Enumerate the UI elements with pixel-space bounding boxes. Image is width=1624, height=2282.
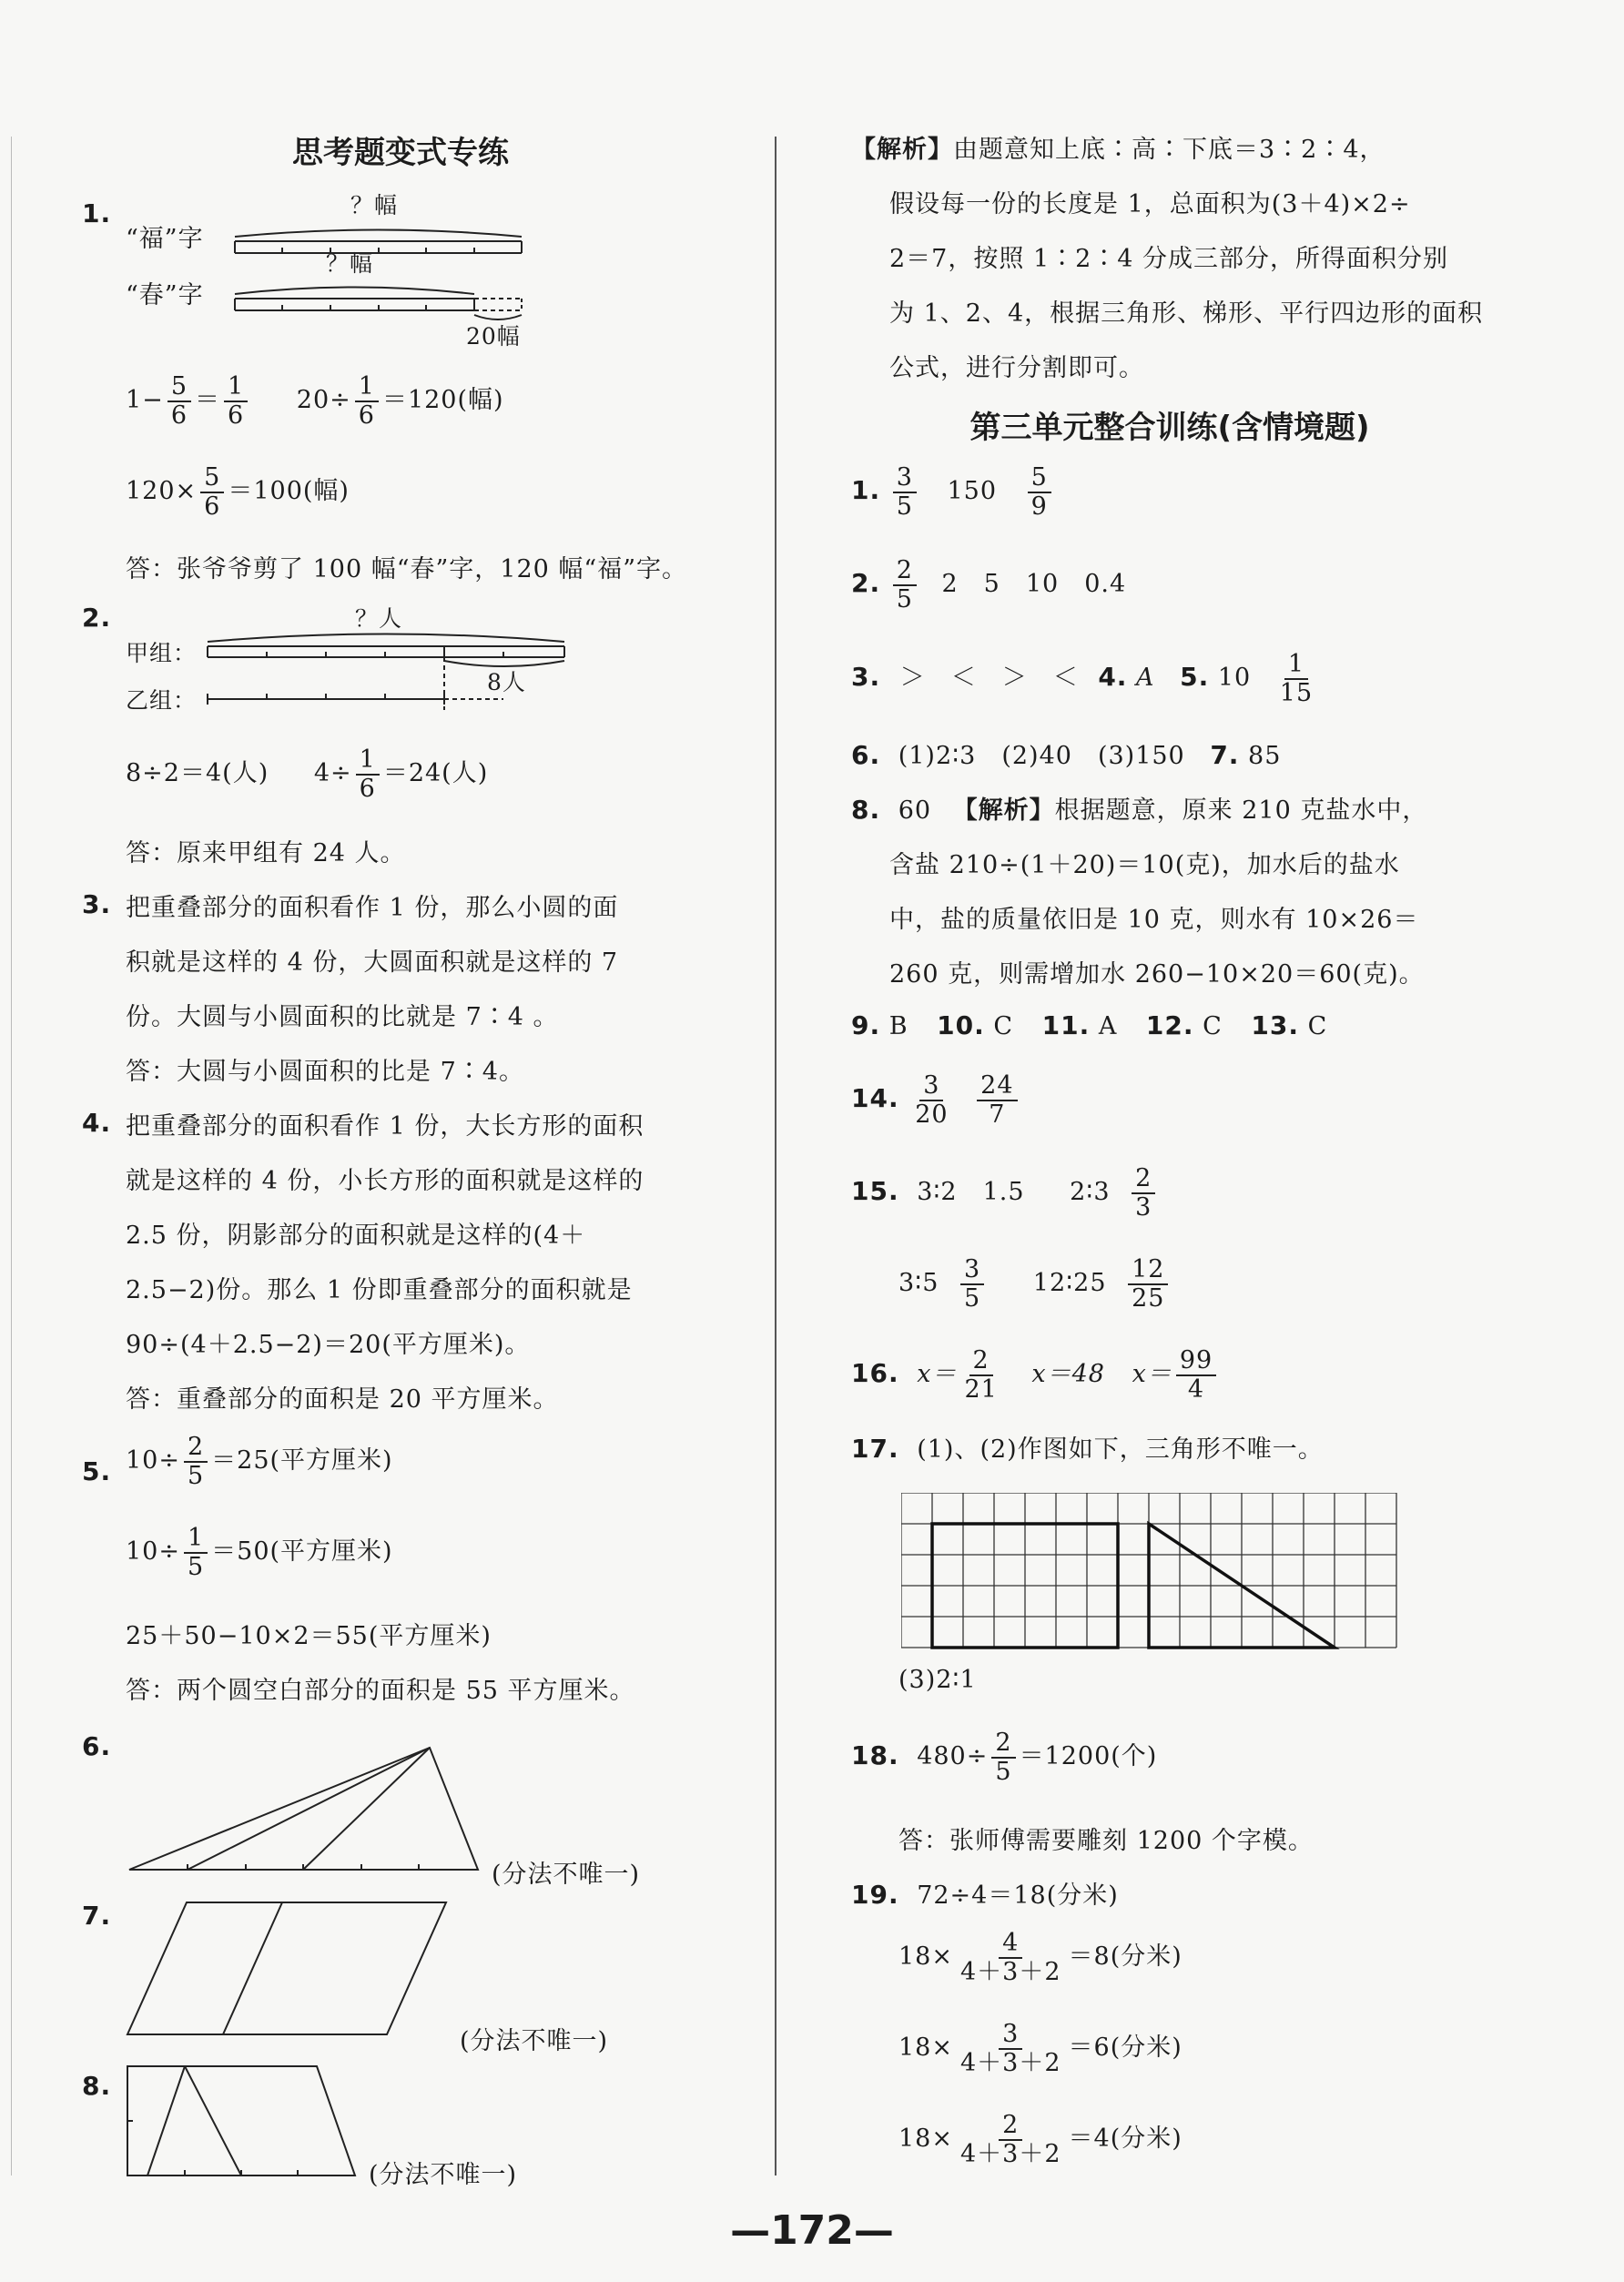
text-line: 假设每一份的长度是 1，总面积为(3＋4)×2÷ — [889, 190, 1411, 218]
equation-line: 18× $\frac{2}{4+3+2}$ ＝4(分米) — [898, 2111, 1182, 2168]
note: (分法不唯一) — [460, 2027, 609, 2055]
answer-row: 14. $\frac{3}{20}$ $\frac{24}{7}$ — [851, 1072, 1021, 1128]
answer-row: 16. x＝ $\frac{2}{21}$ x＝48 x＝ $\frac{99}{4}$ — [851, 1347, 1220, 1403]
answer-line: 答：原来甲组有 24 人。 — [126, 839, 406, 867]
answer-line: 答：重叠部分的面积是 20 平方厘米。 — [126, 1385, 559, 1414]
question-number: 5. — [82, 1456, 112, 1486]
fu-label: “福”字 — [126, 225, 204, 253]
answer-row: 15. 3∶2 1.5 2∶3 $\frac{2}{3}$ — [851, 1165, 1159, 1221]
question-number: 1. — [82, 198, 112, 228]
section-title: 第三单元整合训练(含情境题) — [969, 410, 1370, 446]
answer-line: 答：张师傅需要雕刻 1200 个字模。 — [898, 1827, 1314, 1855]
text-line: 份。大圆与小圆面积的比就是 7∶4 。 — [126, 1003, 559, 1031]
text-line: 2＝7，按照 1∶2∶4 分成三部分，所得面积分别 — [889, 245, 1449, 273]
answer-line: 答：张爷爷剪了 100 幅“春”字，120 幅“福”字。 — [126, 555, 688, 583]
equation-line: 1− $\frac{5}{6}$ ＝ $\frac{1}{6}$ 20÷ $\frac{1}{6}$ ＝120(幅) — [126, 372, 504, 430]
text-line: 把重叠部分的面积看作 1 份，大长方形的面积 — [126, 1112, 645, 1141]
answer-line: 答：两个圆空白部分的面积是 55 平方厘米。 — [126, 1677, 635, 1705]
note: (分法不唯一) — [492, 1861, 641, 1889]
text-line: 积就是这样的 4 份，大圆面积就是这样的 7 — [126, 948, 619, 977]
text-line: 25＋50−10×2＝55(平方厘米) — [126, 1622, 492, 1650]
text-line: 就是这样的 4 份，小长方形的面积就是这样的 — [126, 1167, 645, 1195]
diff-label: 20幅 — [466, 323, 521, 350]
text-line: 2.5−2)份。那么 1 份即重叠部分的面积就是 — [126, 1276, 633, 1304]
answer-row: 17. (1)、(2)作图如下，三角形不唯一。 — [851, 1434, 1324, 1464]
question-number: 3. — [82, 889, 112, 919]
note: (分法不唯一) — [369, 2161, 518, 2189]
text-line: 260 克，则需增加水 260−10×20＝60(克)。 — [889, 960, 1425, 989]
parallelogram-figure — [73, 1893, 728, 2039]
section-title: 思考题变式专练 — [292, 135, 509, 171]
q-label: ？幅 — [326, 250, 374, 277]
equation-line: 18× $\frac{4}{4+3+2}$ ＝8(分米) — [898, 1929, 1182, 1986]
page-edge — [11, 137, 12, 2176]
text-line: 2.5 份，阴影部分的面积就是这样的(4＋ — [126, 1222, 586, 1250]
text-line: 把重叠部分的面积看作 1 份，那么小圆的面 — [126, 894, 619, 922]
question-number: 6. — [82, 1731, 112, 1761]
equation-line: 18× $\frac{3}{4+3+2}$ ＝6(分米) — [898, 2020, 1182, 2077]
answer-row: 19. 72÷4＝18(分米) — [851, 1880, 1119, 1910]
q-label: ？幅 — [350, 192, 399, 218]
segment-diagram-1 — [73, 200, 728, 328]
answer-row: 6. (1)2∶3 (2)40 (3)150 7. 85 — [851, 740, 1282, 770]
yi-label: 乙组： — [126, 687, 198, 714]
chun-label: “春”字 — [126, 281, 204, 309]
page-number: —172— — [730, 2207, 894, 2254]
diff-label: 8人 — [487, 669, 526, 695]
equation-line: 8÷2＝4(人) 4÷ $\frac{1}{6}$ ＝24(人) — [126, 745, 489, 803]
answer-row: 18. 480÷ $\frac{2}{5}$ ＝1200(个) — [851, 1729, 1158, 1786]
answer-row: 8. 60 【解析】根据题意，原来 210 克盐水中， — [851, 795, 1428, 825]
answer-row: 9. B 10. C 11. A 12. C 13. C — [851, 1010, 1328, 1040]
text-line: 为 1、2、4，根据三角形、梯形、平行四边形的面积 — [889, 299, 1484, 328]
text-line: 含盐 210÷(1＋20)＝10(克)，加水后的盐水 — [889, 851, 1400, 879]
text-line: 公式，进行分割即可。 — [889, 354, 1144, 382]
answer-row: 2. $\frac{2}{5}$ 2 5 10 0.4 — [851, 556, 1127, 614]
column-divider — [775, 137, 776, 2176]
analysis-line: 【解析】由题意知上底∶高∶下底＝3∶2∶4， — [851, 136, 1385, 164]
question-number: 8. — [82, 2071, 112, 2101]
text-line: (3)2∶1 — [898, 1666, 977, 1694]
jia-label: 甲组： — [126, 640, 198, 666]
text-line: 中，盐的质量依旧是 10 克，则水有 10×26＝ — [889, 906, 1419, 934]
equation-line: 10÷ $\frac{2}{5}$ ＝25(平方厘米) — [126, 1433, 393, 1490]
question-number: 2. — [82, 603, 112, 633]
answer-row: 3∶5 $\frac{3}{5}$ 12∶25 $\frac{12}{25}$ — [898, 1256, 1172, 1312]
text-line: 90÷(4＋2.5−2)＝20(平方厘米)。 — [126, 1331, 531, 1359]
grid-figure — [901, 1493, 1411, 1657]
question-number: 7. — [82, 1901, 112, 1931]
question-number: 4. — [82, 1108, 112, 1138]
q-label: ？人 — [355, 605, 403, 632]
equation-line: 120× $\frac{5}{6}$ ＝100(幅) — [126, 463, 350, 521]
segment-diagram-2 — [73, 619, 728, 728]
answer-line: 答：大圆与小圆面积的比是 7∶4。 — [126, 1058, 524, 1086]
answer-row: 1. $\frac{3}{5}$ 150 $\frac{5}{9}$ — [851, 464, 1055, 520]
answer-row: 3. ＞ ＜ ＞ ＜ 4. A 5. 10 $\frac{1}{15}$ — [851, 650, 1314, 707]
equation-line: 10÷ $\frac{1}{5}$ ＝50(平方厘米) — [126, 1524, 393, 1581]
